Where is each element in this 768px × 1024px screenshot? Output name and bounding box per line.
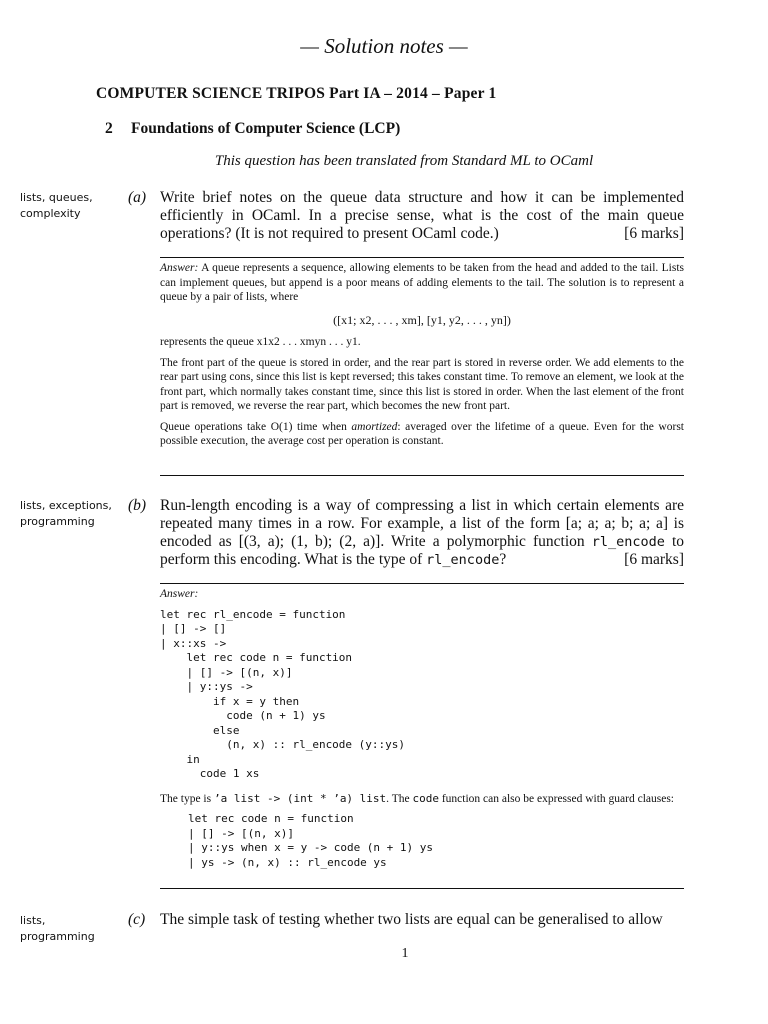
question-title: Foundations of Computer Science (LCP) (131, 120, 401, 137)
solution-notes-banner: — Solution notes — (300, 34, 468, 58)
answer-label-b: Answer: (160, 588, 199, 600)
answer-rule-bottom-b (160, 888, 684, 889)
answer-para3-a (160, 420, 684, 449)
question-body-b3: ? (499, 551, 507, 568)
question-code-b1: rl_encode (591, 534, 665, 550)
translation-note: This question has been translated from Standard ML to OCaml (214, 153, 594, 169)
margin-topics-c: lists, programming (20, 914, 95, 943)
question-text-b (160, 497, 684, 569)
question-heading (96, 120, 400, 138)
answer-intro-a: A queue represents a sequence, allowing elements to be taken from the head and added to the tail. Lists can implement queues, but append is a poor means of adding elements to the tail. The solution is to represent a queue by a pair of lists, where (160, 262, 684, 303)
type-text-2: . The (386, 792, 413, 805)
exam-title: COMPUTER SCIENCE TRIPOS Part IA – 2014 – Paper 1 (96, 85, 497, 102)
type-code-2: code (412, 791, 439, 805)
answer-label-a: Answer: (160, 262, 199, 274)
question-body-b2: to perform this encoding. What is the type of (160, 533, 685, 568)
code-block-rl-encode: let rec rl_encode = function | [] -> [] | x::xs -> let rec code n = function | [] -> [(n, x)] | y::ys -> if x = y then code (n + 1) ys else (n, x) :: rl_encode (y::ys) in code 1 xs (160, 607, 406, 780)
answer-rule-bottom-a (160, 475, 684, 476)
para3-part1: Queue operations take O(1) time when (160, 420, 347, 433)
part-label-b: (b) (128, 497, 147, 514)
answer-rule-top-a (160, 257, 684, 258)
question-text-c: The simple task of testing whether two lists are equal can be generalised to allow (160, 911, 663, 928)
question-body-b1: Run-length encoding is a way of compressing a list in which certain elements are repeated many times in a row. For example, a list of the form [a; a; a; b; a; a] is encoded as [(3, a); (1, b); (2, a)]. Write a polymorphic function (160, 497, 684, 550)
answer-para2-a: The front part of the queue is stored in order, and the rear part is stored in reverse order. We add elements to the rear part using cons, since this list is kept reversed; this takes constant time. To remove an element, we look at the front part, which normally takes constant time, since this list is stored in order. When the last element of the front part is removed, we reverse the rear part, which becomes the new front part. (160, 356, 684, 412)
question-code-b2: rl_encode (426, 552, 500, 568)
queue-equation: ([x1; x2, . . . , xm], [y1, y2, . . . , yn]) (333, 312, 511, 327)
answer-block-b (160, 587, 684, 870)
margin-topics-b: lists, exceptions, programming (20, 499, 112, 528)
question-text-a (160, 189, 684, 243)
question-number: 2 (105, 120, 113, 137)
question-body-a: Write brief notes on the queue data structure and how it can be implemented efficiently in OCaml. In a precise sense, what is the cost of the main queue operations? (It is not required to present OCaml code.) (160, 189, 684, 242)
answer-after-equation-a: represents the queue x1x2 . . . xmyn . . . y1. (160, 336, 361, 348)
type-text-1: The type is (160, 792, 214, 805)
type-text-3: function can also be expressed with guard clauses: (438, 792, 675, 805)
part-label-c: (c) (128, 911, 146, 928)
para3-emphasis: amortized (351, 420, 398, 433)
code-block-guard-clauses: let rec code n = function | [] -> [(n, x)] | y::ys when x = y -> code (n + 1) ys | ys -> (n, x) :: rl_encode ys (188, 812, 434, 869)
para3-part2: : averaged over the lifetime of a queue. Even for the worst possible execution, the average cost per operation is constant. (160, 420, 684, 447)
marks-a: [6 marks] (624, 225, 684, 242)
margin-topics-a: lists, queues, complexity (20, 191, 93, 220)
page-number: 1 (401, 946, 409, 961)
marks-b: [6 marks] (624, 551, 684, 568)
answer-block-a (160, 261, 684, 455)
answer-rule-top-b (160, 583, 684, 584)
part-label-a: (a) (128, 189, 147, 206)
type-code: ’a list -> (int * ’a) list (213, 791, 387, 805)
